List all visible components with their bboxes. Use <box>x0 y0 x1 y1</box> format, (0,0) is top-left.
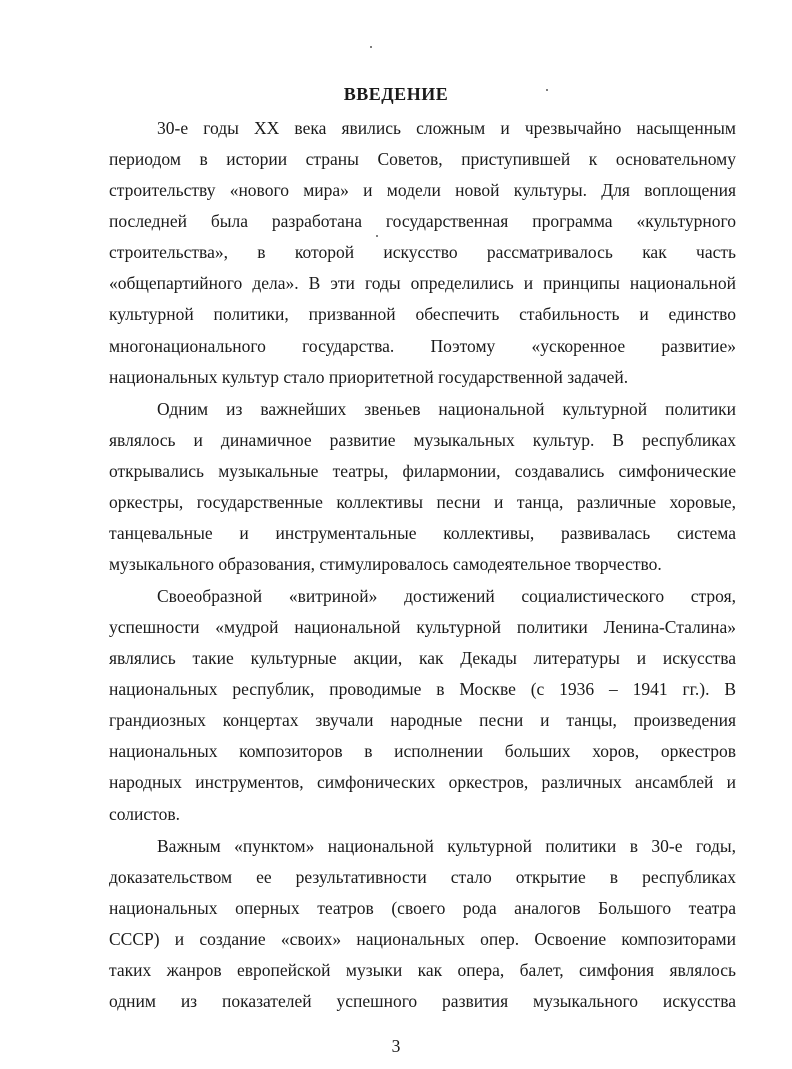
scan-speck <box>370 46 372 48</box>
text-line: СССР) и создание «своих» национальных опер. Освоение композиторами <box>109 929 736 949</box>
text-line: солистов. <box>109 804 180 824</box>
text-line: народных инструментов, симфонических оркестров, различных ансамблей и <box>109 772 736 792</box>
text-line: «общепартийного дела». В эти годы определились и принципы национальной <box>109 273 736 293</box>
text-line: танцевальные и инструментальные коллективы, развивалась система <box>109 523 736 543</box>
text-line: Одним из важнейших звеньев национальной культурной политики <box>157 399 736 419</box>
text-line: являлись такие культурные акции, как Декады литературы и искусства <box>109 648 736 668</box>
text-line: грандиозных концертах звучали народные песни и танцы, произведения <box>109 710 736 730</box>
text-line: культурной политики, призванной обеспечить стабильность и единство <box>109 304 736 324</box>
text-line: национальных культур стало приоритетной государственной задачей. <box>109 367 629 387</box>
text-line: национальных оперных театров (своего рода аналогов Большого театра <box>109 898 736 918</box>
text-line: Важным «пунктом» национальной культурной политики в 30-е годы, <box>157 836 736 856</box>
text-line: национальных республик, проводимые в Москве (с 1936 – 1941 гг.). В <box>109 679 736 699</box>
text-line: оркестры, государственные коллективы песни и танца, различные хоровые, <box>109 492 736 512</box>
text-line: доказательством ее результативности стало открытие в республиках <box>109 867 736 887</box>
text-line: 30-е годы XX века явились сложным и чрезвычайно насыщенным <box>157 118 736 138</box>
text-line: музыкального образования, стимулировалось самодеятельное творчество. <box>109 554 662 574</box>
text-line: Своеобразной «витриной» достижений социалистического строя, <box>157 586 736 606</box>
text-line: периодом в истории страны Советов, приступившей к основательному <box>109 149 736 169</box>
text-line: таких жанров европейской музыки как опера, балет, симфония являлось <box>109 960 736 980</box>
text-line: строительству «нового мира» и модели новой культуры. Для воплощения <box>109 180 736 200</box>
text-line: открывались музыкальные театры, филармонии, создавались симфонические <box>109 461 736 481</box>
section-title: ВВЕДЕНИЕ <box>343 84 449 104</box>
text-line: являлось и динамичное развитие музыкальных культур. В республиках <box>109 430 736 450</box>
page-number: 3 <box>391 1036 401 1056</box>
text-line: последней была разработана государственная программа «культурного <box>109 211 736 231</box>
text-line: строительства», в которой искусство рассматривалось как часть <box>109 242 736 262</box>
scan-speck <box>376 235 378 237</box>
text-line: национальных композиторов в исполнении больших хоров, оркестров <box>109 741 736 761</box>
text-line: одним из показателей успешного развития музыкального искусства <box>109 991 736 1011</box>
text-line: успешности «мудрой национальной культурной политики Ленина-Сталина» <box>109 617 736 637</box>
text-line: многонационального государства. Поэтому «ускоренное развитие» <box>109 336 736 356</box>
